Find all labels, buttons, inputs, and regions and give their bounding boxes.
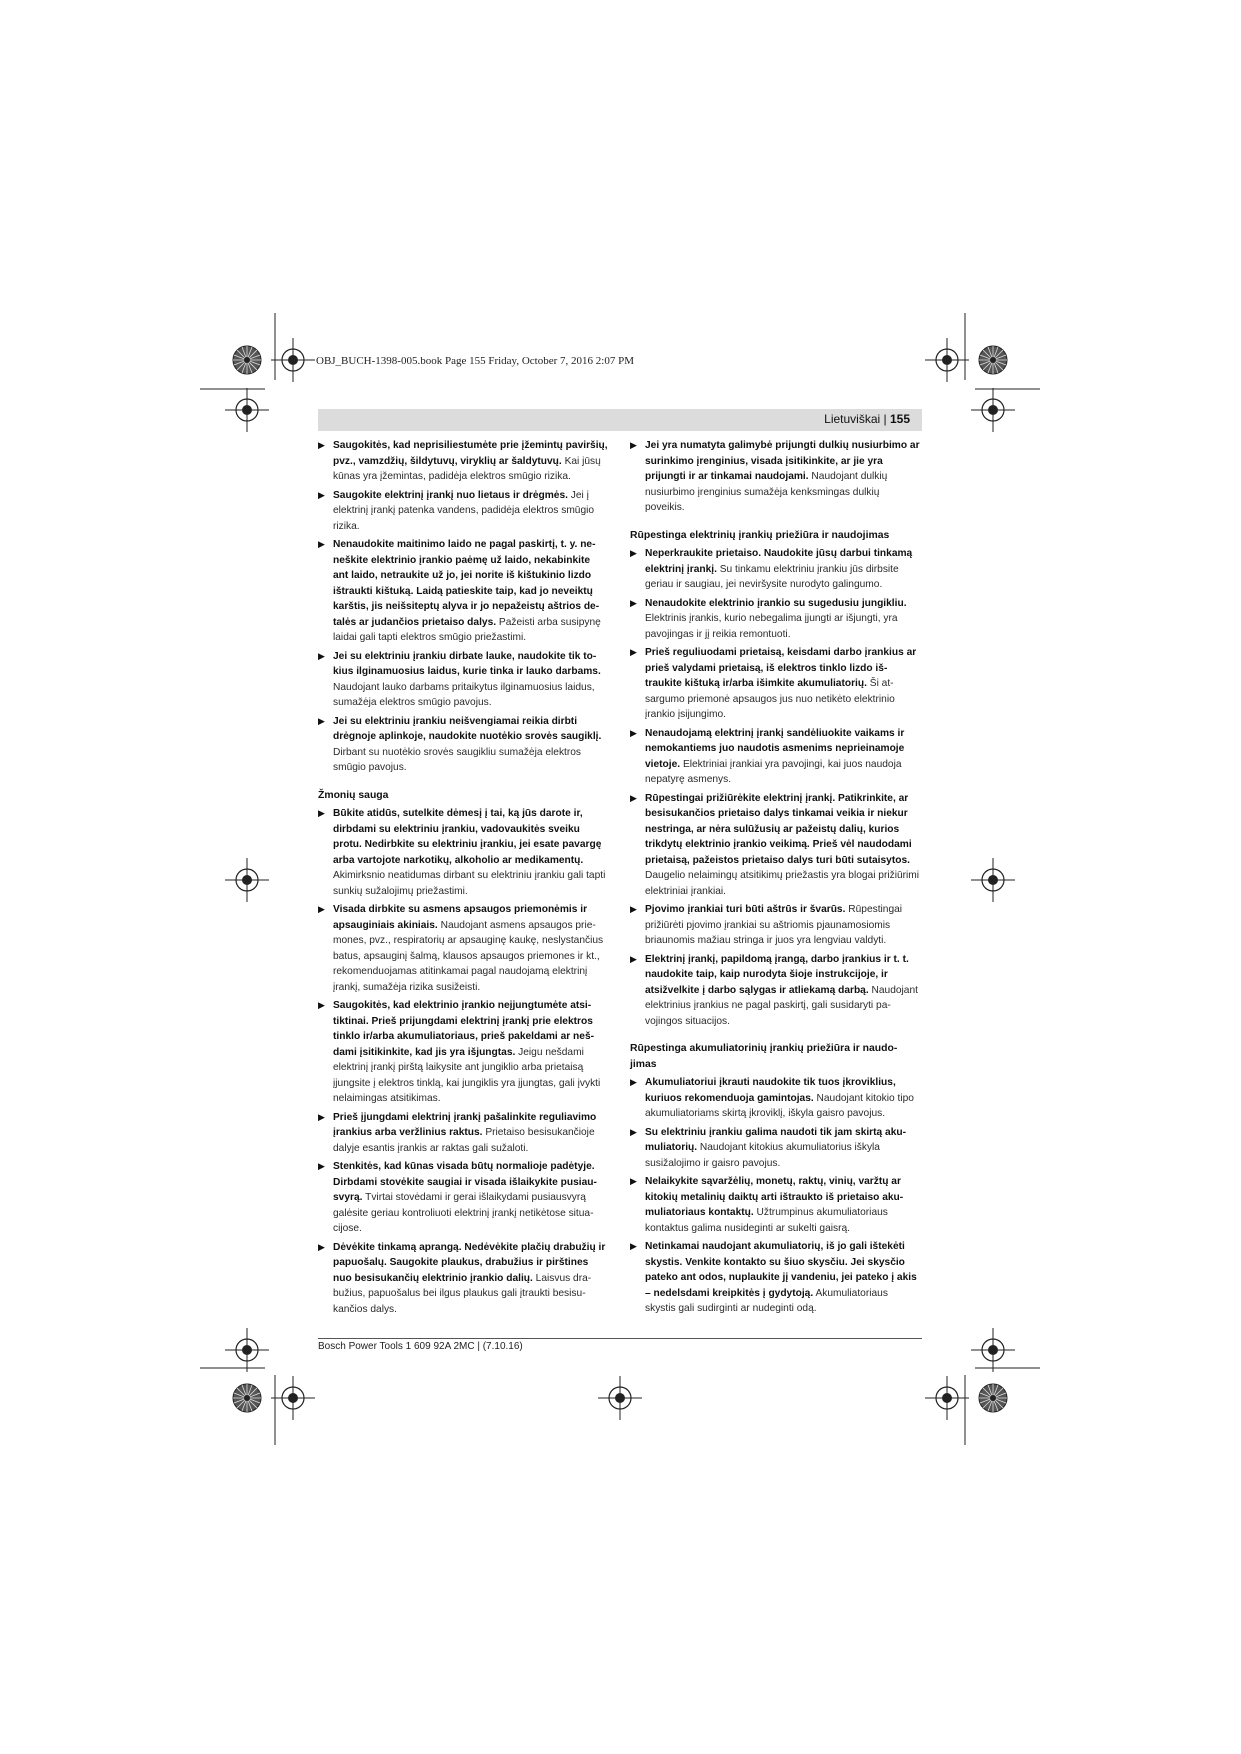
list-item	[318, 714, 608, 776]
bullet-triangle-icon: ▶	[318, 1111, 325, 1122]
item-bold-text: Nenaudokite maitinimo laido ne pagal paskirtį, t. y. neneškite elektrinio įrankio paėmę už laido, nekabinkite ant laido, netraukite už jo, jei norite iš kištukinio lizdo ištraukti kištuką. Laidą patieskite taip, kad jo neveiktų karštis, jis neišsiteptų alyva ir jo nepažeistų aštrios detalės ar judančios prietaiso dalys.	[333, 539, 600, 628]
section-heading-tool-care: Rūpestinga elektrinių įrankių priežiūra ir naudojimas	[630, 529, 890, 541]
right-column	[630, 438, 920, 1320]
registration-mark-icon	[225, 858, 269, 902]
registration-mark-icon	[271, 1376, 315, 1420]
list-item	[630, 726, 920, 788]
list-item	[318, 438, 608, 485]
list-item	[318, 1159, 608, 1237]
item-bold-text: Saugokitės, kad neprisiliestumėte prie įžemintų paviršių, pvz., vamzdžių, šildytuvų, viryklių ar šaldytuvų.	[333, 440, 608, 467]
item-body-text: Jei į elektrinį įrankį patenka vandens, padidėja elektros smūgio rizika.	[333, 489, 595, 532]
item-bold-text: Prieš reguliuodami prietaisą, keisdami darbo įrankius ar prieš valydami prietaisą, iš elektros tinklo lizdo ištraukite kištuką ir/arba išimkite akumuliatorių.	[645, 647, 917, 689]
item-body-text: Naudojant kitokio tipo akumuliatoriams skirtą įkroviklį, iškyla gaisro pavojus.	[645, 1092, 914, 1119]
color-wheel-icon	[233, 346, 261, 374]
item-body-text: Naudojant asmens apsaugos priemones, pvz., respiratorių ar apsauginę kaukę, neslystančius batus, apsauginį šalmą, klausos apsaugos priemones ir kt., rekomenduojamas atitinkamai pagal naudojamą elektrinį įrankį, sumažėja rizika susižeisti.	[333, 919, 604, 993]
item-bold-text: Su elektriniu įrankiu galima naudoti tik jam skirtą akumuliatorių.	[645, 1126, 906, 1153]
list-item	[630, 596, 920, 643]
bullet-triangle-icon: ▶	[318, 1241, 325, 1252]
item-body-text: Elektrinis įrankis, kurio nebegalima įjungti ar išjungti, yra pavojingas ir jį reikia remontuoti.	[645, 613, 898, 640]
item-body-text: Akumuliatoriaus skystis gali sudirginti ar nudeginti odą.	[645, 1287, 888, 1314]
bullet-triangle-icon: ▶	[630, 1176, 637, 1186]
item-body-text: Prietaiso besisukančioje dalyje esantis įrankis ar raktas gali sužaloti.	[333, 1127, 595, 1154]
list-item	[318, 537, 608, 646]
item-bold-text: Nenaudokite elektrinio įrankio su sugedusiu jungikliu.	[645, 597, 907, 609]
section-heading-battery-care: Rūpestinga akumuliatorinių įrankių priežiūra ir naudojimas	[630, 1043, 898, 1070]
registration-mark-icon	[271, 338, 315, 382]
section-heading-people: Žmonių sauga	[318, 789, 389, 801]
bullet-triangle-icon: ▶	[318, 539, 325, 549]
item-body-text: Naudojant dulkių nusiurbimo įrenginius sumažėja kenksmingas dulkių poveikis.	[645, 471, 888, 513]
list-item	[630, 546, 920, 593]
bullet-triangle-icon: ▶	[318, 1161, 325, 1171]
print-info: OBJ_BUCH-1398-005.book Page 155 Friday, October 7, 2016 2:07 PM	[316, 355, 634, 367]
registration-mark-icon	[971, 858, 1015, 902]
item-body-text: Dirbant su nuotėkio srovės saugikliu sumažėja elektros smūgio pavojus.	[333, 746, 582, 773]
item-bold-text: Stenkitės, kad kūnas visada būtų normalioje padėtyje. Dirbdami stovėkite saugiai ir visada išlaikykite pusiausvyrą.	[333, 1161, 597, 1203]
footer-rule	[318, 1338, 922, 1339]
bullet-triangle-icon: ▶	[630, 440, 637, 450]
bullet-triangle-icon: ▶	[318, 904, 325, 914]
registration-mark-icon	[971, 388, 1015, 432]
item-body-text: Naudojant lauko darbams pritaikytus ilginamuosius laidus, sumažėja elektros smūgio pavojus.	[333, 681, 595, 708]
header-label	[824, 412, 910, 426]
color-wheel-icon	[979, 1384, 1007, 1412]
item-body-text: Naudojant kitokius akumuliatorius iškyla susižalojimo ir gaisro pavojus.	[645, 1142, 880, 1169]
left-column	[318, 438, 608, 1320]
item-bold-text: Rūpestingai prižiūrėkite elektrinį įrankį. Patikrinkite, ar besisukančios prietaiso dalys tinkamai veikia ir niekur nestringa, ar nėra sulūžusių ar pažeistų dalių, kurios trikdytų elektrinio įrankio veikimą. Prieš vėl naudodami prietaisą, pažeistos prietaiso dalys turi būti sutaisytos.	[645, 792, 912, 866]
bullet-triangle-icon: ▶	[630, 1077, 637, 1087]
list-item	[630, 1239, 920, 1317]
item-bold-text: Prieš įjungdami elektrinį įrankį pašalinkite reguliavimo įrankius arba veržlinius raktus.	[333, 1111, 597, 1138]
item-bold-text: Saugokitės, kad elektrinio įrankio neįjungtumėte atsitiktinai. Prieš prijungdami elektrinį įrankį prie elektros tinklo ir/arba akumuliatoriaus, prieš pakeldami ar nešdami įsitikinkite, kad jis yra išjungtas.	[333, 1000, 595, 1058]
registration-mark-icon	[598, 1376, 642, 1420]
item-bold-text: Jei yra numatyta galimybė prijungti dulkių nusiurbimo ar surinkimo įrenginius, visada įsitikinkite, ar jie yra prijungti ir ar tinkamai naudojami.	[645, 440, 920, 482]
item-bold-text: Būkite atidūs, sutelkite dėmesį į tai, ką jūs darote ir, dirbdami su elektriniu įrankiu, vadovaukitės sveiku protu. Nedirbkite su elektriniu įrankiu, jei esate pavargę arba vartojote narkotikų, alkoholio ar medikamentų.	[333, 808, 602, 866]
footer-text: Bosch Power Tools 1 609 92A 2MC | (7.10.16)	[318, 1341, 523, 1352]
list-item	[630, 1075, 920, 1122]
item-bold-text: Akumuliatoriui įkrauti naudokite tik tuos įkroviklius, kuriuos rekomenduoja gamintojas.	[645, 1077, 896, 1104]
item-body-text: Daugelio nelaimingų atsitikimų priežastis yra blogai prižiūrimi elektriniai įrankiai.	[645, 870, 920, 897]
item-body-text: Kai jūsų kūnas yra įžemintas, padidėja elektros smūgio rizika.	[333, 455, 601, 482]
list-item	[630, 791, 920, 900]
item-body-text: Užtrumpinus akumuliatoriaus kontaktus galima nusideginti ar sukelti gaisrą.	[645, 1207, 888, 1234]
left-items-a	[318, 438, 608, 776]
item-body-text: Jeigu nešdami elektrinį įrankį pirštą laikysite ant jungiklio arba prietaisą įjungsite į elektros tinklą, kai jungiklis yra įjungtas, gali įvykti nelaimingas atsitikimas.	[333, 1046, 601, 1104]
list-item	[318, 998, 608, 1107]
right-items-b	[630, 546, 920, 1029]
list-item	[630, 1174, 920, 1236]
item-bold-text: Pjovimo įrankiai turi būti aštrūs ir švarūs.	[645, 904, 846, 915]
bullet-triangle-icon: ▶	[630, 792, 637, 803]
bullet-triangle-icon: ▶	[630, 1241, 637, 1251]
item-bold-text: Nelaikykite sąvaržėlių, monetų, raktų, vinių, varžtų ar kitokių metalinių daiktų arti ištraukto iš prietaiso akumuliatoriaus kontaktų.	[645, 1176, 904, 1218]
item-body-text: Pažeisti arba susipynę laidai gali tapti elektros smūgio priežastimi.	[333, 616, 601, 643]
list-item	[318, 902, 608, 995]
item-bold-text: Visada dirbkite su asmens apsaugos priemonėmis ir apsauginiais akiniais.	[333, 904, 588, 931]
list-item	[630, 902, 920, 949]
item-body-text: Naudojant elektrinius įrankius ne pagal paskirtį, gali susidaryti pavojingos situacijos.	[645, 984, 918, 1027]
bullet-triangle-icon: ▶	[318, 650, 325, 661]
list-item	[318, 1240, 608, 1318]
bullet-triangle-icon: ▶	[630, 647, 637, 657]
item-bold-text: Elektrinį įrankį, papildomą įrangą, darbo įrankius ir t. t. naudokite taip, kaip nurodyta šioje instrukcijoje, ir atsižvelkite į darbo sąlygas ir atliekamą darbą.	[645, 953, 909, 996]
registration-mark-icon	[225, 1328, 269, 1372]
item-bold-text: Jei su elektriniu įrankiu dirbate lauke, naudokite tik tokius ilginamuosius laidus, kurie tinka ir lauko darbams.	[333, 650, 601, 677]
list-item	[318, 488, 608, 535]
bullet-triangle-icon: ▶	[318, 440, 325, 450]
bullet-triangle-icon: ▶	[630, 597, 637, 608]
bullet-triangle-icon: ▶	[630, 904, 637, 914]
item-bold-text: Saugokite elektrinį įrankį nuo lietaus ir drėgmės.	[333, 489, 568, 501]
list-item	[630, 438, 920, 516]
bullet-triangle-icon: ▶	[318, 489, 325, 500]
list-item	[318, 1110, 608, 1157]
bullet-triangle-icon: ▶	[630, 1126, 637, 1137]
bullet-triangle-icon: ▶	[318, 1000, 325, 1010]
item-body-text: Akimirksnio neatidumas dirbant su elektriniu įrankiu gali tapti sunkių sužalojimų priežastimi.	[333, 870, 606, 897]
header-language: Lietuviškai |	[824, 412, 887, 426]
item-bold-text: Dėvėkite tinkamą aprangą. Nedėvėkite plačių drabužių ir papuošalų. Saugokite plaukus, drabužius ir pirštines nuo besisukančių elektrinio įrankio dalių.	[333, 1241, 606, 1284]
list-item	[630, 645, 920, 723]
registration-mark-icon	[925, 1376, 969, 1420]
bullet-triangle-icon: ▶	[630, 953, 637, 964]
item-bold-text: Neperkraukite prietaiso. Naudokite jūsų darbui tinkamą elektrinį įrankį.	[645, 548, 913, 575]
color-wheel-icon	[979, 346, 1007, 374]
registration-mark-icon	[225, 388, 269, 432]
list-item	[318, 649, 608, 711]
page-header	[318, 409, 922, 431]
right-items-c	[630, 1075, 920, 1317]
item-body-text: Ši atsargumo priemonė apsaugos jus nuo netikėto elektrinio įrankio įsijungimo.	[645, 678, 895, 720]
bullet-triangle-icon: ▶	[318, 808, 325, 818]
item-body-text: Elektriniai įrankiai yra pavojingi, kai juos naudoja nepatyrę asmenys.	[645, 758, 902, 785]
color-wheel-icon	[233, 1384, 261, 1412]
bullet-triangle-icon: ▶	[630, 548, 637, 558]
right-items-a	[630, 438, 920, 516]
list-item	[630, 952, 920, 1030]
list-item	[630, 1125, 920, 1172]
item-bold-text: Jei su elektriniu įrankiu neišvengiamai reikia dirbti drėgnoje aplinkoje, naudokite nuotėkio srovės saugiklį.	[333, 715, 602, 742]
item-body-text: Tvirtai stovėdami ir gerai išlaikydami pusiausvyrą galėsite geriau kontroliuoti elektrinį įrankį netikėtose situacijose.	[333, 1192, 594, 1234]
registration-mark-icon	[925, 338, 969, 382]
item-bold-text: Netinkamai naudojant akumuliatorių, iš jo gali ištekėti skystis. Venkite kontakto su šiuo skysčiu. Jei skysčio pateko ant odos, nuplaukite jį vandeniu, jei pateko į akis – nedelsdami kreipkitės į gydytoją.	[645, 1241, 917, 1299]
bullet-triangle-icon: ▶	[318, 715, 325, 726]
registration-mark-icon	[971, 1328, 1015, 1372]
left-items-b	[318, 806, 608, 1317]
item-body-text: Su tinkamu elektriniu įrankiu jūs dirbsite geriau ir saugiau, jei neviršysite nurodyto galingumo.	[645, 563, 899, 590]
bullet-triangle-icon: ▶	[630, 727, 637, 738]
list-item	[318, 806, 608, 899]
item-body-text: Laisvus drabužius, papuošalus bei ilgus plaukus gali įtraukti besisukančios dalys.	[333, 1272, 592, 1315]
item-bold-text: Nenaudojamą elektrinį įrankį sandėliuokite vaikams ir nemokantiems juo naudotis asmenims neprieinamoje vietoje.	[645, 727, 905, 770]
item-body-text: Rūpestingai prižiūrėti pjovimo įrankiai su aštriomis pjaunamosiomis briaunomis mažiau stringa ir juos yra lengviau valdyti.	[645, 904, 903, 946]
page-number: 155	[889, 412, 910, 426]
